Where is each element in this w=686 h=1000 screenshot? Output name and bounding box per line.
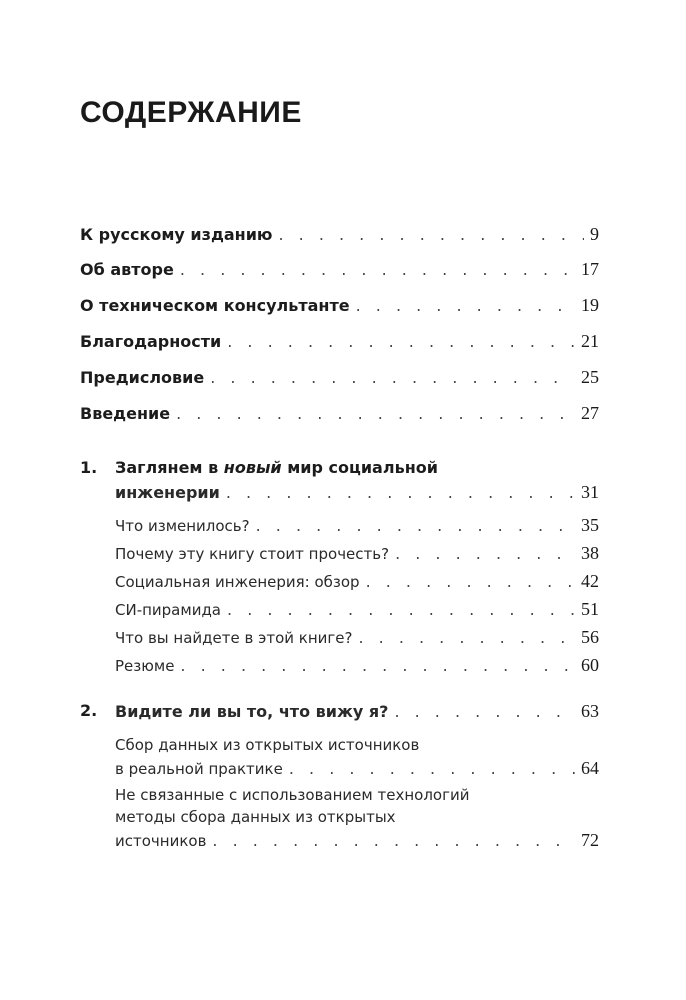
toc-page-number: 25 [581,367,599,387]
toc-entry-label: инженерии [115,483,220,502]
toc-entry-label: Резюме [115,657,175,675]
dot-leader [395,544,575,563]
dot-leader [210,368,575,387]
toc-page-number: 38 [581,543,599,563]
toc-page-number: 17 [581,259,599,279]
toc-entry-label: Почему эту книгу стоит прочесть? [115,545,390,563]
toc-page-number: 64 [581,758,599,778]
dot-leader [366,572,575,591]
dot-leader [289,759,575,778]
toc-entry[interactable] [115,482,599,503]
dot-leader [180,260,575,279]
toc-entry[interactable] [80,295,599,316]
toc-entry-label: К русскому изданию [80,225,273,244]
toc-entry-label: в реальной практике [115,760,283,778]
dot-leader [227,332,575,351]
toc-page-number: 63 [581,701,599,721]
dot-leader [227,600,575,619]
toc-entry[interactable] [80,224,599,245]
toc-subentry[interactable] [115,655,599,676]
dot-leader [212,831,575,850]
toc-page-number: 42 [581,571,599,591]
toc-entry-label: Видите ли вы то, что вижу я? [115,702,389,721]
toc-subentry-line[interactable]: методы сбора данных из открытых [115,808,396,826]
page-title: СОДЕРЖАНИЕ [80,96,302,129]
toc-subentry[interactable] [115,571,599,592]
toc-entry[interactable] [115,701,599,722]
toc-subentry[interactable] [115,599,599,620]
dot-leader [176,404,575,423]
toc-page-number: 35 [581,515,599,535]
toc-page-number: 60 [581,655,599,675]
toc-entry-label: Предисловие [80,368,205,387]
toc-entry-label: Благодарности [80,332,222,351]
dot-leader [226,483,575,502]
toc-subentry-line[interactable]: Сбор данных из открытых источников [115,736,420,754]
toc-entry[interactable] [80,259,599,280]
chapter-title-italic: новый [223,458,282,477]
chapter-number: 2. [80,701,98,720]
toc-subentry[interactable] [115,627,599,648]
toc-entry-label: Что изменилось? [115,517,250,535]
toc-entry-label: Введение [80,404,171,423]
toc-entry-label: О техническом консультанте [80,296,350,315]
dot-leader [256,516,575,535]
toc-subentry[interactable] [115,758,599,779]
dot-leader [278,225,584,244]
toc-entry-label: источников [115,832,207,850]
dot-leader [180,656,575,675]
toc-page-number: 56 [581,627,599,647]
toc-subentry-line[interactable]: Не связанные с использованием технологий [115,786,470,804]
toc-subentry[interactable] [115,543,599,564]
toc-subentry[interactable] [115,830,599,851]
toc-entry-label: Социальная инженерия: обзор [115,573,360,591]
toc-page-number: 72 [581,830,599,850]
toc-entry-label: Что вы найдете в этой книге? [115,629,353,647]
dot-leader [394,702,575,721]
chapter-title-part: мир социальной [281,458,438,477]
toc-entry[interactable] [80,331,599,352]
dot-leader [356,296,575,315]
toc-entry-label: Об авторе [80,260,174,279]
toc-page-number: 31 [581,482,599,502]
toc-entry-label: СИ-пирамида [115,601,222,619]
chapter-number: 1. [80,458,98,477]
chapter-title-part: Заглянем в [115,458,224,477]
toc-subentry[interactable] [115,515,599,536]
toc-entry[interactable] [80,403,599,424]
toc-page-number: 21 [581,331,599,351]
toc-entry[interactable] [80,367,599,388]
toc-page-number: 27 [581,403,599,423]
toc-page-number: 9 [590,224,599,244]
toc-page-number: 51 [581,599,599,619]
toc-page-number: 19 [581,295,599,315]
chapter-title-line[interactable] [115,458,438,477]
dot-leader [358,628,575,647]
